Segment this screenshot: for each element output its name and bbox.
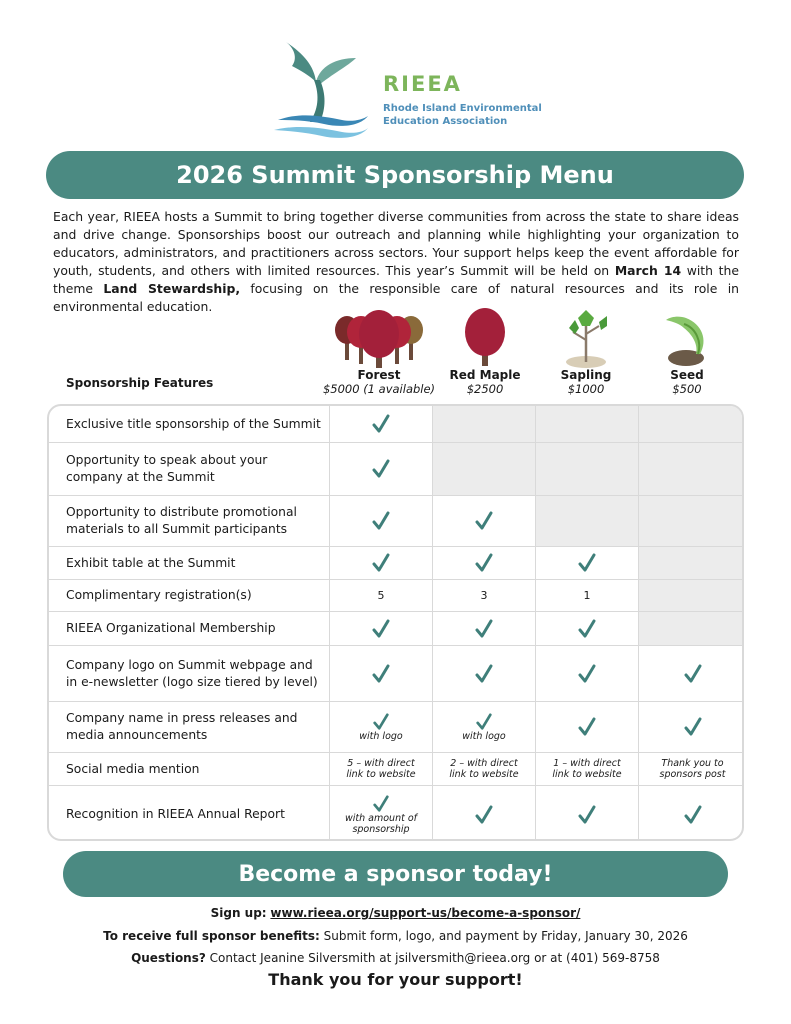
tier-cell <box>639 702 744 753</box>
registration-count: 1 <box>583 589 591 602</box>
red-maple-tree-icon <box>460 306 510 368</box>
sponsorship-table <box>47 404 744 841</box>
tier-cell <box>433 496 536 547</box>
check-icon <box>475 664 493 684</box>
tier-cell <box>433 612 536 646</box>
intro-paragraph <box>53 208 739 316</box>
tier-price: $500 <box>672 382 702 396</box>
tier-cell <box>330 406 433 443</box>
tier-cell <box>330 496 433 547</box>
seed-icon <box>662 306 712 368</box>
tier-header-red-maple <box>440 306 530 396</box>
tier-cell <box>433 786 536 841</box>
tier-cell <box>433 753 536 786</box>
check-icon <box>684 805 702 825</box>
cell-note: with logo <box>462 730 506 742</box>
tier-cell <box>330 786 433 841</box>
tier-cell <box>639 580 744 612</box>
questions-label: Questions? <box>131 951 206 965</box>
tier-cell <box>639 753 744 786</box>
feature-label: Exclusive title sponsorship of the Summit <box>49 406 330 443</box>
tier-cell <box>433 443 536 496</box>
check-icon <box>578 717 596 737</box>
tier-cell <box>536 612 639 646</box>
cell-note: 1 – with direct link to website <box>552 758 622 780</box>
cta-banner <box>63 851 728 897</box>
benefits-text: Submit form, logo, and payment by Friday, January 30, 2026 <box>319 929 688 943</box>
tier-cell <box>639 612 744 646</box>
tier-cell <box>536 443 639 496</box>
tier-cell <box>433 702 536 753</box>
feature-label: Company logo on Summit webpage and in e-newsletter (logo size tiered by level) <box>49 646 330 702</box>
feature-label: Opportunity to distribute promotional materials to all Summit participants <box>49 496 330 547</box>
logo-subtitle: Education Association <box>383 116 508 127</box>
tier-cell <box>639 786 744 841</box>
logo-name: RIEEA <box>383 72 462 96</box>
tier-price: $5000 (1 available) <box>322 382 436 396</box>
feature-label: Opportunity to speak about your company at the Summit <box>49 443 330 496</box>
tier-name: Forest <box>357 368 401 382</box>
tier-cell <box>536 580 639 612</box>
signup-label: Sign up: <box>210 906 267 920</box>
check-icon <box>475 805 493 825</box>
questions-text: Contact Jeanine Silversmith at jsilversmith@rieea.org or at (401) 569-8758 <box>205 951 660 965</box>
check-icon <box>684 664 702 684</box>
check-icon <box>372 713 390 731</box>
questions-line <box>0 951 791 965</box>
tier-cell <box>536 786 639 841</box>
check-icon <box>372 414 390 434</box>
signup-line <box>0 906 791 920</box>
tier-cell <box>330 646 433 702</box>
page-title: 2026 Summit Sponsorship Menu <box>176 161 614 189</box>
check-icon <box>372 553 390 573</box>
check-icon <box>578 553 596 573</box>
intro-text: with the theme <box>53 263 740 296</box>
cell-note: 2 – with direct link to website <box>449 758 519 780</box>
check-icon <box>372 619 390 639</box>
check-icon <box>475 619 493 639</box>
title-banner <box>46 151 744 199</box>
cell-note: with amount of sponsorship <box>344 812 417 835</box>
tier-cell <box>433 580 536 612</box>
tier-cell <box>536 646 639 702</box>
feature-label: Social media mention <box>49 753 330 786</box>
check-icon <box>475 511 493 531</box>
tier-cell <box>536 547 639 580</box>
tier-cell <box>433 646 536 702</box>
feature-label: Exhibit table at the Summit <box>49 547 330 580</box>
benefits-label: To receive full sponsor benefits: <box>103 929 320 943</box>
tier-cell <box>330 443 433 496</box>
feature-label: Company name in press releases and media announcements <box>49 702 330 753</box>
check-icon <box>578 664 596 684</box>
tier-name: Red Maple <box>449 368 521 382</box>
check-icon <box>372 664 390 684</box>
feature-label: RIEEA Organizational Membership <box>49 612 330 646</box>
tier-cell <box>536 406 639 443</box>
check-icon <box>684 717 702 737</box>
rieea-logo-icon <box>270 36 370 142</box>
check-icon <box>578 619 596 639</box>
tier-cell <box>536 702 639 753</box>
thank-you-text: Thank you for your support! <box>268 970 523 989</box>
cell-note: Thank you to sponsors post <box>659 758 726 780</box>
summit-date: March 14 <box>614 263 682 278</box>
cell-note: with logo <box>359 730 403 742</box>
signup-link[interactable]: www.rieea.org/support-us/become-a-sponsor/ <box>270 906 581 920</box>
cta-text: Become a sponsor today! <box>238 861 553 887</box>
tier-cell <box>433 547 536 580</box>
tier-cell <box>639 406 744 443</box>
feature-label: Recognition in RIEEA Annual Report <box>49 786 330 841</box>
tier-price: $1000 <box>567 382 605 396</box>
check-icon <box>578 805 596 825</box>
tier-cell <box>330 612 433 646</box>
cell-note: 5 – with direct link to website <box>346 758 416 780</box>
tier-header-sapling <box>541 306 631 396</box>
feature-label: Complimentary registration(s) <box>49 580 330 612</box>
check-icon <box>372 511 390 531</box>
tier-name: Seed <box>670 368 704 382</box>
intro-text: Each year, RIEEA hosts a Summit to bring together diverse communities from across the state to share ideas and drive change. Sponsorships boost our outreach and planning while highlighting your organization to educators, administrators, and practitioners across sectors. Your support helps keep the event affordable for youth, students, and others with limited resources. This year’s Summit will be held on <box>53 209 739 278</box>
logo-subtitle: Rhode Island Environmental <box>383 103 542 114</box>
check-icon <box>372 459 390 479</box>
tier-cell <box>330 753 433 786</box>
tier-cell <box>639 547 744 580</box>
registration-count: 3 <box>480 589 488 602</box>
forest-icon <box>331 306 427 368</box>
tier-cell <box>433 406 536 443</box>
tier-cell <box>639 646 744 702</box>
tier-header-forest <box>318 306 440 396</box>
summit-theme: Land Stewardship, <box>103 281 241 296</box>
tier-cell <box>330 702 433 753</box>
tier-cell <box>639 443 744 496</box>
tier-price: $2500 <box>466 382 504 396</box>
features-column-header: Sponsorship Features <box>66 376 214 390</box>
tier-cell <box>536 496 639 547</box>
tier-header-seed <box>642 306 732 396</box>
intro-text: focusing on the responsible care of natural resources and its role in environmental education. <box>53 281 739 314</box>
tier-cell <box>639 496 744 547</box>
check-icon <box>475 713 493 731</box>
tier-name: Sapling <box>560 368 612 382</box>
check-icon <box>372 795 390 813</box>
benefits-line <box>0 929 791 943</box>
tier-cell <box>330 580 433 612</box>
sapling-icon <box>559 306 613 368</box>
tier-cell <box>536 753 639 786</box>
check-icon <box>475 553 493 573</box>
tier-cell <box>330 547 433 580</box>
registration-count: 5 <box>377 589 385 602</box>
